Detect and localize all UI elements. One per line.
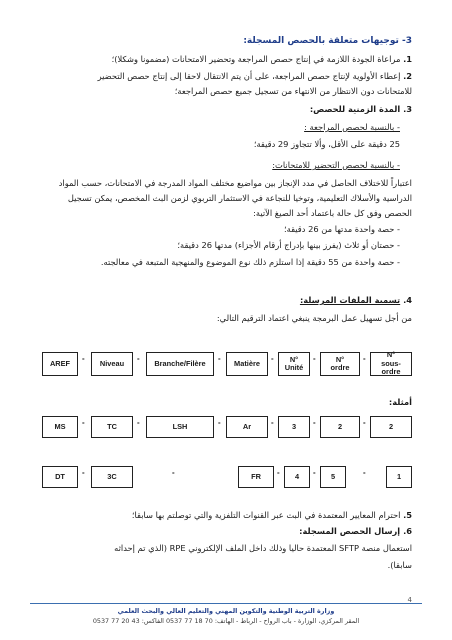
separator: - [363, 468, 366, 477]
example1-cell: 3 [278, 416, 310, 438]
section3-item2-line2: للامتحانات دون الانتظار من الانتهاء من تسجيل جميع حصص المراجعة؛ [174, 86, 412, 96]
item2-text-line1: إعطاء الأولوية لإنتاج حصص المراجعة، على أن يتم الانتقال لاحقا إلى إنتاج حصص التحضير [97, 71, 401, 81]
item2-number: 2. [403, 71, 412, 81]
separator: - [363, 418, 366, 427]
example1-cell: Ar [226, 416, 268, 438]
section4-title [300, 295, 412, 306]
section3-item1 [112, 54, 412, 65]
example2-cell: FR [238, 466, 274, 488]
item1-text: مراعاة الجودة اللازمة في إنتاج حصص المراجعة وتحضير الامتحانات (مضمونا وشكلا)؛ [111, 54, 401, 64]
example2-cell: DT [42, 466, 78, 488]
review-heading: - بالنسبة لحصص المراجعة : [304, 122, 400, 132]
section4-number: 4. [403, 295, 412, 305]
separator: - [218, 418, 221, 427]
example2-cell: 1 [386, 466, 412, 488]
separator: - [218, 354, 221, 363]
example1-cell: 2 [370, 416, 412, 438]
example-row-2 [42, 466, 402, 488]
item3-number: 3. [403, 104, 412, 114]
footer-divider [30, 603, 422, 604]
review-duration: 25 دقيقة على الأقل، وألا تتجاوز 29 دقيقة؛ [253, 139, 400, 149]
separator: - [313, 468, 316, 477]
separator: - [172, 468, 175, 477]
cell-branche: Branche/Filère [146, 352, 214, 376]
separator: - [82, 354, 85, 363]
item3-text: المدة الزمنية للحصص: [309, 104, 401, 114]
section5 [132, 510, 412, 521]
section6-heading: إرسال الحصص المسجلة: [299, 526, 401, 536]
section5-number: 5. [403, 510, 412, 520]
option-1: - حصة واحدة مدتها من 26 دقيقة؛ [284, 224, 400, 234]
option-2: - حصتان أو ثلاث (يفرز بينها بإدراج أرقام الأجزاء) مدتها 26 دقيقة؛ [177, 240, 400, 250]
footer-address: المقر المركزي، الوزارة - باب الرواح - الرباط - الهاتف: 70 18 77 0537 الفاكس: 43 20 77 0537 [92, 617, 360, 625]
separator: - [313, 354, 316, 363]
section4-intro: من أجل تسهيل عمل البرمجة ينبغي اعتماد الترقيم التالي: [216, 313, 412, 323]
separator: - [277, 468, 280, 477]
section6-text-line1: استعمال منصة SFTP المعتمدة حاليا وذلك داخل الملف الإلكتروني RPE (الذي تم إحداثه [114, 543, 412, 553]
cell-aref: AREF [42, 352, 78, 376]
page-number: 4 [407, 596, 412, 604]
examples-label: أمثلة: [388, 397, 412, 407]
separator: - [82, 418, 85, 427]
cell-unite: N° Unité [278, 352, 310, 376]
example2-cell: 3C [91, 466, 133, 488]
cell-niveau: Niveau [91, 352, 133, 376]
separator: - [82, 468, 85, 477]
section5-text: احترام المعايير المعتمدة في البث عبر القنوات التلفزية والتي توصلتم بها سابقا؛ [131, 510, 401, 520]
prep-text-line3: الحصص وفق كل حالة باعتماد أحد الصيغ الآتية: [253, 208, 412, 218]
separator: - [271, 418, 274, 427]
cell-matiere: Matière [226, 352, 268, 376]
separator: - [137, 418, 140, 427]
example1-cell: MS [42, 416, 78, 438]
example2-cell: 4 [284, 466, 310, 488]
section3-title: 3- توجيهات متعلقة بالحصص المسجلة: [243, 36, 412, 46]
separator: - [313, 418, 316, 427]
section4-heading: تسمية الملفات المرسلة: [299, 295, 401, 305]
example1-cell: LSH [146, 416, 214, 438]
cell-sous-ordre: N° sous- ordre [370, 352, 412, 376]
separator: - [271, 354, 274, 363]
example-row-1 [42, 416, 402, 438]
section6-number: 6. [403, 526, 412, 536]
prep-text-line2: الدراسية والأسلاك التعليمية، وتوخيا للنجاعة في الاستثمار التربوي لزمن البث المخصص، يمكن تسجيل [67, 193, 412, 203]
prep-heading: - بالنسبة لحصص التحضير للامتحانات: [272, 160, 400, 170]
separator: - [363, 354, 366, 363]
section6-title [299, 526, 412, 537]
separator: - [137, 354, 140, 363]
example1-cell: TC [91, 416, 133, 438]
example1-cell: 2 [320, 416, 360, 438]
item1-number: 1. [403, 54, 412, 64]
prep-text-line1: اعتباراً للاختلاف الحاصل في مدد الإنجاز بين مواضيع مختلف المواد المدرجة في الامتحانات، حسب المواد [58, 178, 412, 188]
example2-cell: 5 [320, 466, 346, 488]
section6-text-line2: سابقا). [387, 560, 412, 570]
section3-item2-line1 [98, 71, 412, 82]
option-3: - حصة واحدة من 55 دقيقة إذا استلزم ذلك نوع الموضوع والمنهجية المتبعة في معالجته. [100, 257, 400, 267]
naming-template-row [42, 352, 402, 376]
cell-ordre: N° ordre [320, 352, 360, 376]
footer-ministry: وزارة التربية الوطنية والتكوين المهني والتعليم العالي والبحث العلمي [117, 607, 335, 615]
section3-item3 [310, 104, 412, 115]
